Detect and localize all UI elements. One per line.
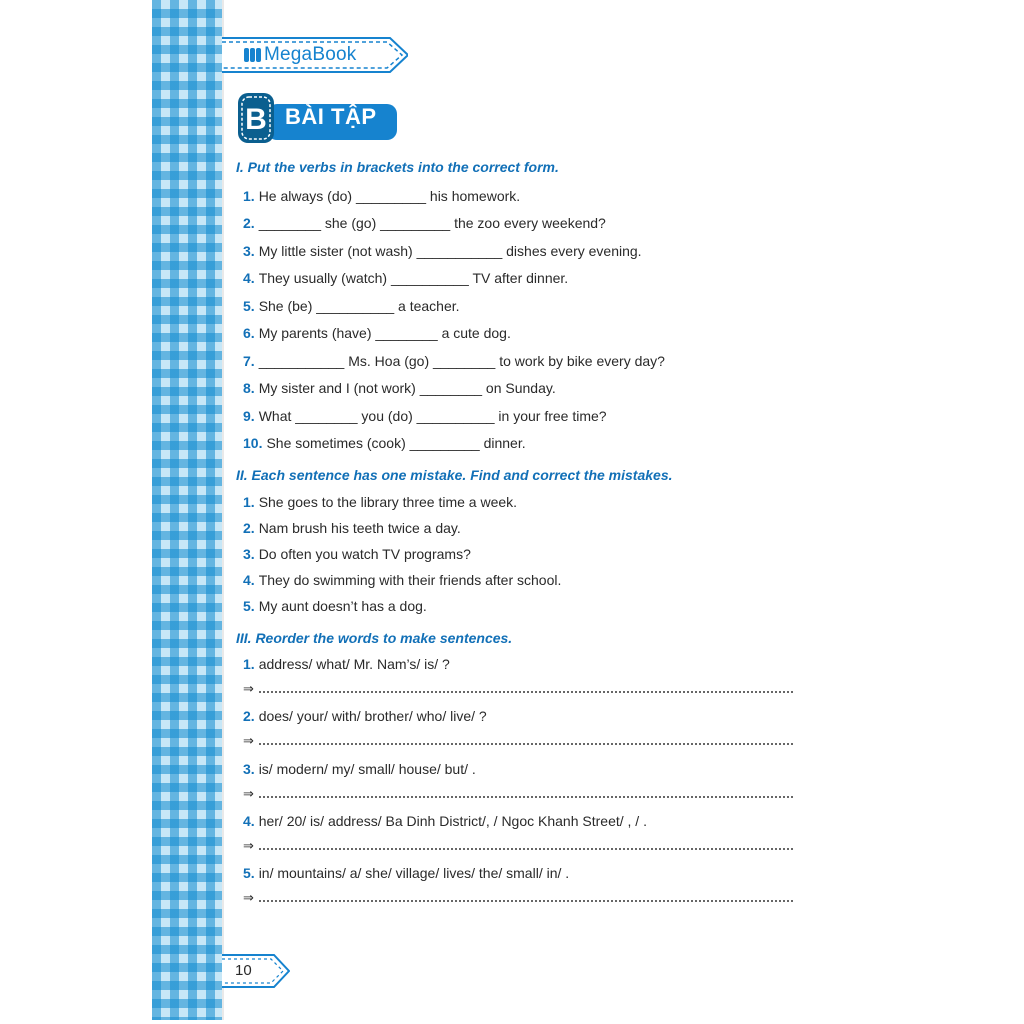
arrow-icon: ⇒	[243, 787, 254, 802]
answer-line[interactable]	[243, 839, 795, 854]
dotted-line	[258, 899, 795, 903]
exercise-3-item: 4. her/ 20/ is/ address/ Ba Dinh District/, / Ngoc Khanh Street/ , / .	[243, 813, 647, 829]
exercise-3-item: 1. address/ what/ Mr. Nam’s/ is/ ?	[243, 656, 450, 672]
exercise-2-heading: II. Each sentence has one mistake. Find and correct the mistakes.	[236, 467, 673, 483]
exercise-2-item: 4. They do swimming with their friends after school.	[243, 572, 562, 588]
brand-name: MegaBook	[264, 44, 357, 65]
dotted-line	[258, 795, 795, 799]
exercise-3-item: 5. in/ mountains/ a/ she/ village/ lives/ the/ small/ in/ .	[243, 865, 570, 881]
badge-letter: B	[245, 103, 267, 136]
arrow-icon: ⇒	[243, 682, 254, 697]
gingham-side-border	[152, 0, 222, 1020]
exercise-1-item: 10. She sometimes (cook) _________ dinner.	[243, 435, 526, 451]
dotted-line	[258, 690, 795, 694]
dotted-line	[258, 847, 795, 851]
page-number: 10	[235, 962, 252, 979]
page-number-tab	[222, 954, 290, 988]
exercise-1-item: 8. My sister and I (not work) ________ on Sunday.	[243, 380, 556, 396]
exercise-3-heading: III. Reorder the words to make sentences.	[236, 630, 513, 646]
exercise-3-item: 3. is/ modern/ my/ small/ house/ but/ .	[243, 761, 476, 777]
exercise-1-item: 7. ___________ Ms. Hoa (go) ________ to work by bike every day?	[243, 353, 665, 369]
answer-line[interactable]	[243, 734, 795, 749]
arrow-icon: ⇒	[243, 734, 254, 749]
exercise-1-item: 5. She (be) __________ a teacher.	[243, 298, 460, 314]
section-title: BÀI TẬP	[285, 104, 377, 129]
brand-logo	[244, 43, 356, 67]
exercise-2-item: 3. Do often you watch TV programs?	[243, 546, 471, 562]
exercise-2-item: 5. My aunt doesn’t has a dog.	[243, 598, 427, 614]
exercise-1-item: 6. My parents (have) ________ a cute dog.	[243, 325, 511, 341]
exercise-1-item: 3. My little sister (not wash) ___________ dishes every evening.	[243, 243, 642, 259]
page-edge	[222, 0, 224, 1020]
arrow-icon: ⇒	[243, 891, 254, 906]
arrow-icon: ⇒	[243, 839, 254, 854]
exercise-3-item: 2. does/ your/ with/ brother/ who/ live/ ?	[243, 708, 487, 724]
brand-ribbon	[222, 36, 408, 74]
exercise-1-item: 4. They usually (watch) __________ TV after dinner.	[243, 270, 569, 286]
dotted-line	[258, 742, 795, 746]
exercise-2-item: 1. She goes to the library three time a week.	[243, 494, 518, 510]
answer-line[interactable]	[243, 682, 795, 697]
exercise-1-item: 9. What ________ you (do) __________ in your free time?	[243, 408, 607, 424]
answer-line[interactable]	[243, 787, 795, 802]
exercise-1-heading: I. Put the verbs in brackets into the correct form.	[236, 159, 559, 175]
exercise-1-item: 2. ________ she (go) _________ the zoo every weekend?	[243, 215, 606, 231]
section-badge	[237, 92, 399, 144]
exercise-2-item: 2. Nam brush his teeth twice a day.	[243, 520, 461, 536]
answer-line[interactable]	[243, 891, 795, 906]
megabook-logo-icon	[244, 48, 261, 62]
exercise-1-item: 1. He always (do) _________ his homework.	[243, 188, 521, 204]
